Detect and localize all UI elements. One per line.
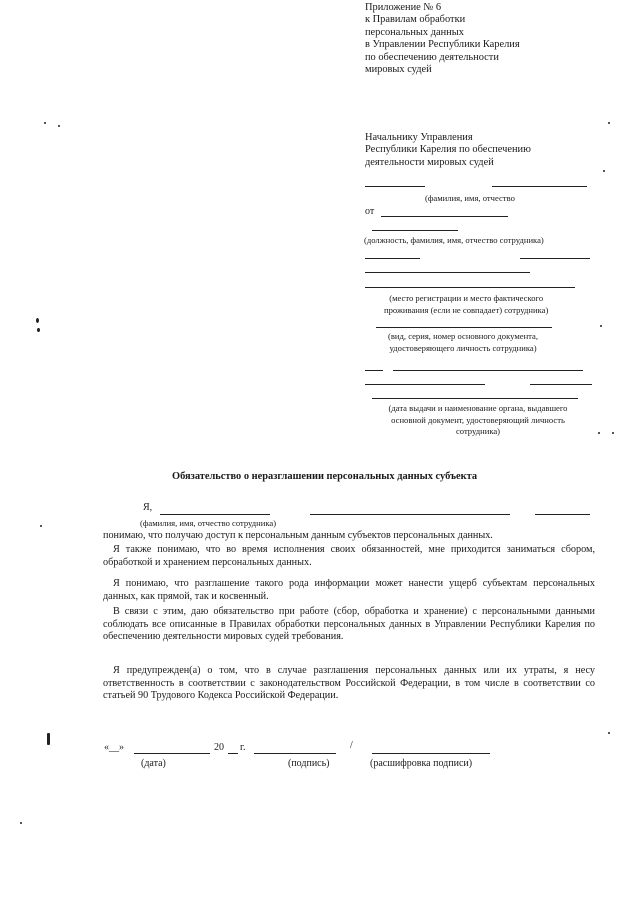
- position-line[interactable]: [372, 230, 458, 231]
- from-line[interactable]: [381, 216, 508, 217]
- issue-line-2b[interactable]: [530, 384, 592, 385]
- addressee-line: Начальнику Управления: [365, 132, 473, 143]
- scan-speck: [603, 170, 605, 172]
- date-caption: (дата): [141, 758, 166, 769]
- fio-line-left[interactable]: [365, 186, 425, 187]
- scan-speck: [40, 525, 42, 527]
- paragraph-3: Я понимаю, что разглашение такого рода информации может нанести ущерб субъектам персональных данных, как прямой, так и косвенный.: [103, 578, 595, 602]
- paragraph-1: понимаю, что получаю доступ к персональным данным субъектов персональных данных.: [103, 530, 493, 541]
- year-line[interactable]: [228, 753, 238, 754]
- decode-line[interactable]: [372, 753, 490, 754]
- sign-caption: (подпись): [288, 758, 330, 769]
- year-suffix: г.: [240, 742, 246, 753]
- issue-line-2a[interactable]: [365, 384, 485, 385]
- appendix-line: мировых судей: [365, 64, 432, 76]
- scan-speck: [37, 328, 40, 332]
- signature-line[interactable]: [254, 753, 336, 754]
- scan-speck: [47, 733, 50, 745]
- appendix-line: Приложение № 6: [365, 2, 442, 13]
- document-line[interactable]: [376, 327, 552, 328]
- appendix-line: в Управлении Республики Карелия: [365, 39, 520, 51]
- paragraph-2: Я также понимаю, что во время исполнения своих обязанностей, мне приходится заниматься сбором, обработкой и хранением персональных данных.: [103, 544, 595, 568]
- scan-speck: [608, 732, 610, 734]
- addressee-block: [365, 132, 531, 169]
- address-line-2[interactable]: [365, 272, 530, 273]
- appendix-line: по обеспечению деятельности: [365, 51, 499, 63]
- decode-caption: (расшифровка подписи): [370, 758, 473, 769]
- document-caption: (вид, серия, номер основного документа, удостоверяющего личность сотрудника): [388, 331, 539, 353]
- employee-name-line-1[interactable]: [160, 514, 270, 515]
- year-prefix: 20: [214, 742, 224, 753]
- scan-speck: [44, 122, 46, 124]
- paragraph-5: Я предупрежден(а) о том, что в случае разглашения персональных данных или их утраты, я несу ответственность в соответствии с законодательством Российской Федерации, в том числе в соответствии со статьей 90 Трудового Кодекса Российской Федерации.: [103, 665, 595, 702]
- document-title: Обязательство о неразглашении персональных данных субъекта: [172, 471, 478, 482]
- position-caption: (должность, фамилия, имя, отчество сотрудника): [364, 235, 544, 245]
- fio-caption: (фамилия, имя, отчество: [425, 193, 515, 203]
- scan-speck: [612, 432, 614, 434]
- issue-line-3[interactable]: [372, 398, 578, 399]
- i-label: Я,: [143, 502, 153, 513]
- addressee-line: Республики Карелия по обеспечению: [365, 144, 531, 156]
- address-line-1a[interactable]: [365, 258, 420, 259]
- address-caption: (место регистрации и место фактического проживания (если не совпадает) сотрудника): [384, 293, 549, 315]
- employee-name-line-3[interactable]: [535, 514, 590, 515]
- slash: /: [350, 740, 353, 751]
- scan-speck: [608, 122, 610, 124]
- date-month-line[interactable]: [134, 753, 210, 754]
- appendix-line: к Правилам обработки: [365, 14, 466, 26]
- fio-line-right[interactable]: [492, 186, 587, 187]
- scan-speck: [20, 822, 22, 824]
- paragraph-4: В связи с этим, даю обязательство при работе (сбор, обработка и хранение) с персональными данными соблюдать все описанные в Правилах обработки персональных данных в Управлении Республики Карелия по обеспечению деятельности мировых судей требования.: [103, 606, 595, 643]
- addressee-line: деятельности мировых судей: [365, 156, 494, 168]
- employee-name-line-2[interactable]: [310, 514, 510, 515]
- issue-line-1a[interactable]: [365, 370, 383, 371]
- address-line-1b[interactable]: [520, 258, 590, 259]
- scan-speck: [598, 432, 600, 434]
- from-label: от: [365, 206, 375, 217]
- employee-name-caption: (фамилия, имя, отчество сотрудника): [140, 518, 277, 528]
- date-quote: «__»: [104, 742, 124, 753]
- scan-speck: [36, 318, 39, 323]
- address-line-3[interactable]: [365, 287, 575, 288]
- appendix-block: [365, 2, 520, 76]
- scan-speck: [58, 125, 60, 127]
- appendix-line: персональных данных: [365, 26, 464, 38]
- issue-line-1b[interactable]: [393, 370, 583, 371]
- issue-caption: (дата выдачи и наименование органа, выдавшего основной документ, удостоверяющий личность сотрудника): [388, 403, 568, 436]
- scan-speck: [600, 325, 602, 327]
